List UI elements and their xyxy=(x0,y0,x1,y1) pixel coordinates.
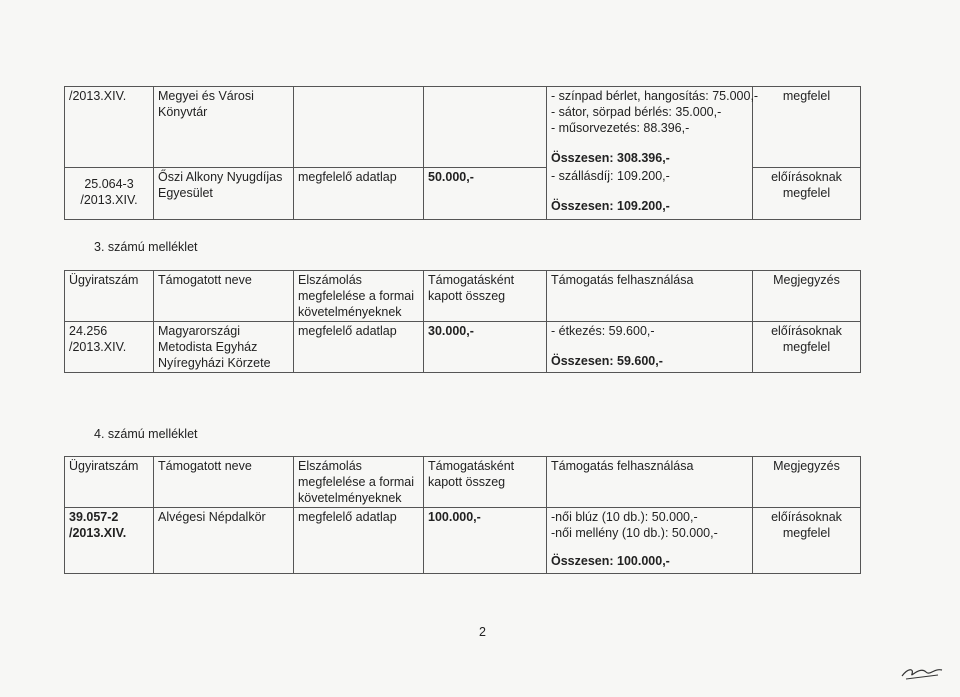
header-label: követelményeknek xyxy=(298,305,402,319)
case-number-line: /2013.XIV. xyxy=(80,192,138,207)
header-label: Támogatás felhasználása xyxy=(551,459,694,473)
amount: 30.000,- xyxy=(428,324,474,338)
beneficiary-cell xyxy=(154,167,294,219)
note-cell xyxy=(753,322,861,373)
table-annex-2-continued xyxy=(64,86,861,220)
case-number-cell xyxy=(65,167,154,219)
usage-total: Összesen: 59.600,- xyxy=(551,354,663,368)
header-case-number xyxy=(65,271,154,322)
usage-cell xyxy=(547,87,759,168)
accounting-status: megfelelő adatlap xyxy=(298,169,397,184)
usage-cell xyxy=(547,167,753,219)
header-label: Ügyiratszám xyxy=(69,459,139,473)
signature-initials xyxy=(898,660,948,684)
usage-cell xyxy=(547,508,753,574)
usage-item: -női blúz (10 db.): 50.000,- xyxy=(551,510,698,524)
header-label: Megjegyzés xyxy=(773,459,840,473)
table-annex-4 xyxy=(64,456,861,574)
beneficiary-line: Magyarországi xyxy=(158,324,240,338)
header-beneficiary xyxy=(154,457,294,508)
usage-total: Összesen: 308.396,- xyxy=(551,151,670,165)
usage-cell xyxy=(547,322,753,373)
beneficiary-line: Egyesület xyxy=(158,185,213,200)
header-accounting xyxy=(294,271,424,322)
header-label: Támogatás felhasználása xyxy=(551,273,694,287)
case-number-cell xyxy=(65,87,154,168)
case-number: /2013.XIV. xyxy=(69,89,127,103)
header-beneficiary xyxy=(154,271,294,322)
header-label: megfelelése a formai xyxy=(298,289,415,303)
header-note xyxy=(753,457,861,508)
beneficiary-cell xyxy=(154,322,294,373)
case-number-line: 39.057-2 xyxy=(69,510,119,524)
header-label: Megjegyzés xyxy=(773,273,840,287)
accounting-cell xyxy=(294,322,424,373)
table-row xyxy=(65,508,861,574)
amount-cell xyxy=(424,167,547,219)
amount-cell xyxy=(424,508,547,574)
accounting-cell xyxy=(294,508,424,574)
header-note xyxy=(753,271,861,322)
case-number-cell xyxy=(65,508,154,574)
amount: 50.000,- xyxy=(428,169,474,184)
beneficiary-line: Metodista Egyház xyxy=(158,340,258,354)
header-usage xyxy=(547,271,753,322)
note-line: megfelel xyxy=(782,526,831,540)
note-cell xyxy=(753,87,861,168)
note: megfelel xyxy=(782,89,831,103)
header-case-number xyxy=(65,457,154,508)
amount-cell xyxy=(424,322,547,373)
page-number: 2 xyxy=(479,625,486,639)
usage-total: Összesen: 109.200,- xyxy=(551,199,670,213)
header-label: Támogatásként xyxy=(428,459,515,473)
header-label: Támogatott neve xyxy=(158,459,252,473)
header-amount xyxy=(424,457,547,508)
header-label: kapott összeg xyxy=(428,475,506,489)
accounting-cell xyxy=(294,167,424,219)
note-cell xyxy=(753,508,861,574)
note-line: előírásoknak xyxy=(771,324,842,338)
table-header-row xyxy=(65,271,861,322)
section-title-4: 4. számú melléklet xyxy=(94,427,198,441)
case-number-line: 24.256 xyxy=(69,324,108,338)
header-label: Ügyiratszám xyxy=(69,273,139,287)
usage-total: Összesen: 100.000,- xyxy=(551,554,670,568)
header-usage xyxy=(547,457,753,508)
table-annex-3 xyxy=(64,270,861,373)
beneficiary-line: Könyvtár xyxy=(158,105,208,119)
usage-item: - sátor, sörpad bérlés: 35.000,- xyxy=(551,105,722,119)
beneficiary-line: Őszi Alkony Nyugdíjas xyxy=(158,169,283,184)
table-row xyxy=(65,87,861,168)
header-label: Támogatásként xyxy=(428,273,515,287)
usage-item: - szállásdíj: 109.200,- xyxy=(551,169,670,183)
accounting-status: megfelelő adatlap xyxy=(298,324,397,338)
note-cell xyxy=(753,167,861,219)
case-number-line: /2013.XIV. xyxy=(69,340,127,354)
table-row xyxy=(65,322,861,373)
header-label: Elszámolás xyxy=(298,459,362,473)
table-row xyxy=(65,167,861,219)
header-amount xyxy=(424,271,547,322)
accounting-status: megfelelő adatlap xyxy=(298,510,397,524)
usage-item: -női mellény (10 db.): 50.000,- xyxy=(551,526,718,540)
section-title-3: 3. számú melléklet xyxy=(94,240,198,254)
usage-item: - műsorvezetés: 88.396,- xyxy=(551,121,690,135)
note-line: előírásoknak xyxy=(771,169,842,184)
table-header-row xyxy=(65,457,861,508)
case-number-cell xyxy=(65,322,154,373)
beneficiary: Alvégesi Népdalkör xyxy=(158,510,266,524)
header-label: követelményeknek xyxy=(298,491,402,505)
case-number-line: 25.064-3 xyxy=(84,176,134,191)
header-label: megfelelése a formai xyxy=(298,475,415,489)
header-label: Elszámolás xyxy=(298,273,362,287)
beneficiary-cell xyxy=(154,508,294,574)
usage-item: - étkezés: 59.600,- xyxy=(551,324,655,338)
amount: 100.000,- xyxy=(428,510,481,524)
note-line: megfelel xyxy=(782,185,831,200)
amount-cell xyxy=(424,87,547,168)
beneficiary-line: Nyíregyházi Körzete xyxy=(158,356,271,370)
usage-item: - színpad bérlet, hangosítás: 75.000,- xyxy=(551,89,759,103)
note-line: előírásoknak xyxy=(771,510,842,524)
note-line: megfelel xyxy=(782,340,831,354)
accounting-cell xyxy=(294,87,424,168)
case-number-line: /2013.XIV. xyxy=(69,526,127,540)
beneficiary-cell xyxy=(154,87,294,168)
header-label: Támogatott neve xyxy=(158,273,252,287)
header-label: kapott összeg xyxy=(428,289,506,303)
header-accounting xyxy=(294,457,424,508)
beneficiary-line: Megyei és Városi xyxy=(158,89,254,103)
